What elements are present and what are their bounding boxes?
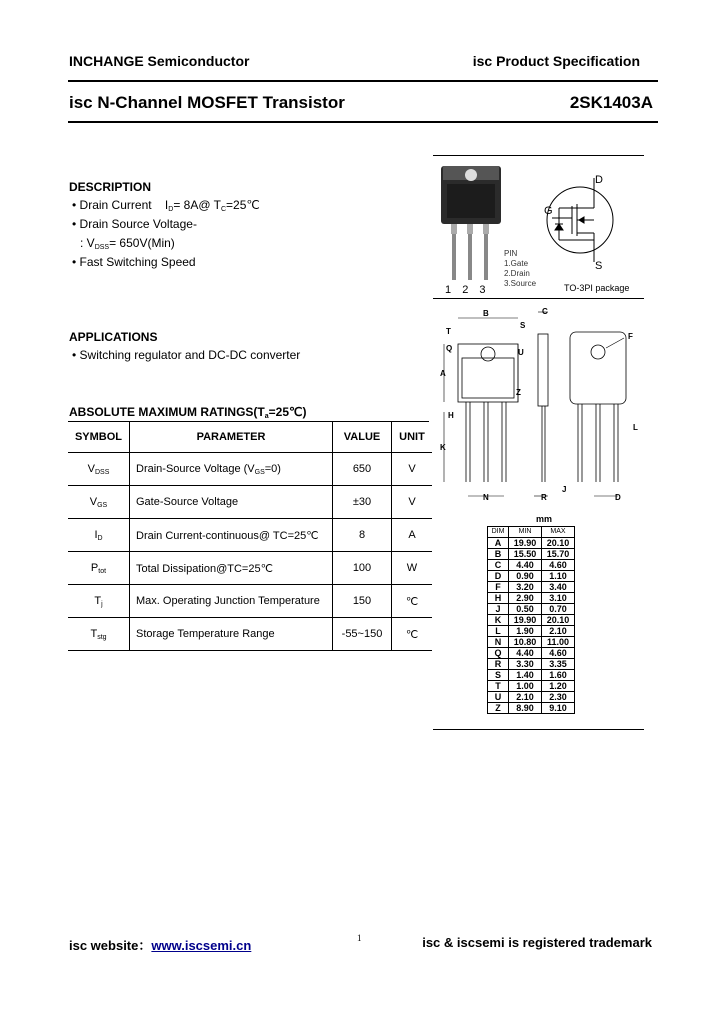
package-top-rule — [433, 155, 644, 156]
application-item: • Switching regulator and DC-DC converter — [72, 348, 301, 362]
dim-row: A 19.90 20.10 — [488, 538, 575, 549]
package-bottom-rule — [433, 298, 644, 299]
trademark-notice: isc & iscsemi is registered trademark — [422, 935, 652, 950]
part-number: 2SK1403A — [569, 93, 653, 112]
table-row: $I_D$ Drain Current-continuous@ TC=25℃ 8 A — [68, 519, 432, 552]
terminal-g: G — [544, 205, 553, 217]
ratings-table — [68, 422, 432, 651]
desc-item-drain-current: • Drain Current $I_D=$ 8A@ $T_C=25℃$ — [72, 198, 260, 213]
title-rule — [68, 121, 658, 123]
spec-label: isc Product Specification — [472, 53, 640, 69]
table-row: $V_{DSS}$ Drain-Source Voltage $(V_{GS}=0)$ 650 V — [68, 453, 432, 486]
dim-row: C 4.40 4.60 — [488, 560, 575, 571]
dim-row: K 19.90 20.10 — [488, 615, 575, 626]
pin-numbers: 1 2 3 — [445, 284, 486, 296]
website-link[interactable]: www.iscsemi.cn — [151, 938, 252, 953]
table-row: $P_{tot}$ Total Dissipation@TC=25℃ 100 W — [68, 552, 432, 585]
package-section-bottom-rule — [433, 729, 644, 730]
desc-item-vdss: : $V_{DSS}= 650V(Min)$ — [80, 236, 175, 251]
mosfet-symbol-icon — [547, 178, 613, 262]
desc-item-speed: • Fast Switching Speed — [72, 255, 196, 269]
footer-website: isc website：www.iscsemi.cn — [69, 938, 252, 953]
dim-row: F 3.20 3.40 — [488, 582, 575, 593]
dim-header-row: DIM MIN MAX — [488, 527, 575, 538]
dim-row: U 2.10 2.30 — [488, 692, 575, 703]
dim-row: R 3.30 3.35 — [488, 659, 575, 670]
package-name: TO-3PI package — [564, 283, 630, 293]
company-name: INCHANGE Semiconductor — [69, 53, 250, 69]
dim-row: Z 8.90 9.10 — [488, 703, 575, 714]
dim-row: T 1.00 1.20 — [488, 681, 575, 692]
applications-heading: APPLICATIONS — [69, 330, 158, 344]
product-title: isc N-Channel MOSFET Transistor — [69, 93, 345, 112]
dim-row: J 0.50 0.70 — [488, 604, 575, 615]
table-header-row — [68, 422, 432, 453]
dim-row: N 10.80 11.00 — [488, 637, 575, 648]
header-rule — [68, 80, 658, 82]
col-unit: UNIT — [392, 422, 433, 453]
package-photo-and-symbol — [434, 158, 644, 298]
dim-unit: mm — [536, 514, 553, 524]
desc-item-voltage: • Drain Source Voltage- — [72, 217, 197, 231]
dimensions-table — [487, 526, 575, 714]
table-row: $T_j$ Max. Operating Junction Temperature 150 ℃ — [68, 585, 432, 618]
table-row: $V_{GS}$ Gate-Source Voltage ±30 V — [68, 486, 432, 519]
page-number: 1 — [357, 933, 362, 943]
dim-row: L 1.90 2.10 — [488, 626, 575, 637]
dim-row: S 1.40 1.60 — [488, 670, 575, 681]
dim-row: D 0.90 1.10 — [488, 571, 575, 582]
dim-row: Q 4.40 4.60 — [488, 648, 575, 659]
description-heading: DESCRIPTION — [69, 180, 152, 194]
col-symbol: SYMBOL — [68, 422, 130, 453]
col-parameter: PARAMETER — [130, 422, 333, 453]
pin-info: PIN 1.Gate 2.Drain 3.Source — [504, 249, 537, 288]
dim-row: B 15.50 15.70 — [488, 549, 575, 560]
col-value: VALUE — [333, 422, 392, 453]
terminal-s: S — [595, 260, 603, 272]
transistor-package-icon — [441, 166, 501, 280]
dimension-labels: B C S T Q U A Z H K N R J D F L — [440, 307, 638, 502]
terminal-d: D — [595, 174, 603, 186]
dim-row: H 2.90 3.10 — [488, 593, 575, 604]
table-row: $T_{stg}$ Storage Temperature Range -55~150 ℃ — [68, 618, 432, 651]
ratings-heading: ABSOLUTE MAXIMUM $RATINGS(T_a=25℃)$ — [69, 405, 307, 420]
